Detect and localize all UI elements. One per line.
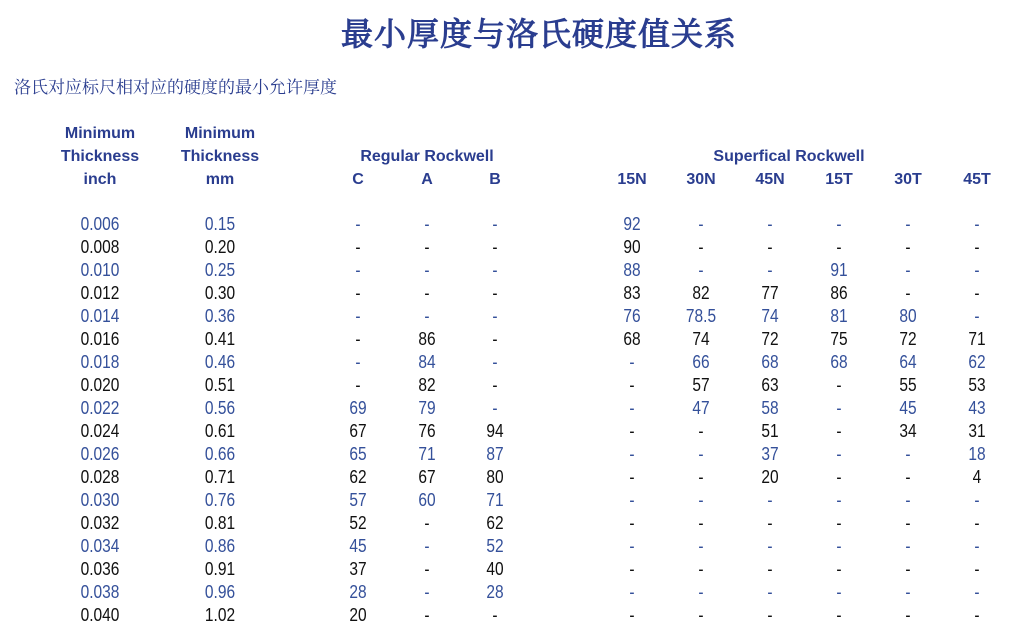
scale-header-c: C xyxy=(352,171,364,188)
cell-15n: 92 xyxy=(623,214,641,234)
cell-inch: 0.014 xyxy=(80,306,120,326)
header-mm-line-1: Minimum xyxy=(184,125,256,142)
cell-15n: - xyxy=(629,559,635,579)
cell-30n: 47 xyxy=(692,398,710,418)
cell-15t: 91 xyxy=(830,260,848,280)
cell-mm: 0.36 xyxy=(204,306,236,326)
cell-c: 65 xyxy=(349,444,367,464)
table-row xyxy=(0,581,1032,604)
cell-b: - xyxy=(492,237,498,257)
cell-b: - xyxy=(492,375,498,395)
cell-mm: 0.25 xyxy=(204,260,236,280)
cell-mm: 0.15 xyxy=(204,214,236,234)
cell-15t: - xyxy=(836,559,842,579)
cell-c: - xyxy=(355,306,361,326)
table-row xyxy=(0,236,1032,259)
cell-mm: 0.86 xyxy=(204,536,236,556)
cell-a: - xyxy=(424,237,430,257)
cell-inch: 0.030 xyxy=(80,490,120,510)
cell-45t: - xyxy=(974,260,980,280)
cell-a: - xyxy=(424,582,430,602)
cell-30n: 66 xyxy=(692,352,710,372)
cell-30n: 57 xyxy=(692,375,710,395)
cell-30t: - xyxy=(905,536,911,556)
cell-b: 62 xyxy=(486,513,504,533)
cell-a: - xyxy=(424,283,430,303)
cell-c: - xyxy=(355,237,361,257)
cell-mm: 0.61 xyxy=(204,421,236,441)
cell-mm: 0.41 xyxy=(204,329,236,349)
cell-mm: 0.76 xyxy=(204,490,236,510)
cell-45n: - xyxy=(767,490,773,510)
cell-b: 80 xyxy=(486,467,504,487)
cell-15n: 83 xyxy=(623,283,641,303)
cell-30t: - xyxy=(905,582,911,602)
cell-45t: - xyxy=(974,490,980,510)
cell-c: - xyxy=(355,352,361,372)
cell-inch: 0.040 xyxy=(80,605,120,625)
cell-b: 71 xyxy=(486,490,504,510)
cell-45t: 18 xyxy=(968,444,986,464)
cell-inch: 0.008 xyxy=(80,237,120,257)
cell-30n: 82 xyxy=(692,283,710,303)
table-row xyxy=(0,213,1032,236)
cell-15n: - xyxy=(629,421,635,441)
cell-inch: 0.012 xyxy=(80,283,120,303)
cell-mm: 0.56 xyxy=(204,398,236,418)
cell-30n: - xyxy=(698,214,704,234)
cell-15t: - xyxy=(836,398,842,418)
cell-a: - xyxy=(424,260,430,280)
cell-a: - xyxy=(424,513,430,533)
cell-30t: 45 xyxy=(899,398,917,418)
cell-15t: - xyxy=(836,237,842,257)
cell-a: 67 xyxy=(418,467,436,487)
cell-15t: - xyxy=(836,513,842,533)
cell-c: - xyxy=(355,329,361,349)
cell-inch: 0.038 xyxy=(80,582,120,602)
cell-30n: - xyxy=(698,559,704,579)
cell-45n: 37 xyxy=(761,444,779,464)
cell-mm: 0.20 xyxy=(204,237,236,257)
cell-30n: 74 xyxy=(692,329,710,349)
cell-30n: - xyxy=(698,536,704,556)
cell-b: - xyxy=(492,352,498,372)
cell-45t: - xyxy=(974,536,980,556)
page-subtitle: 洛氏对应标尺相对应的硬度的最小允许厚度 xyxy=(14,78,337,98)
cell-c: - xyxy=(355,260,361,280)
cell-15t: - xyxy=(836,214,842,234)
cell-a: - xyxy=(424,306,430,326)
cell-b: 28 xyxy=(486,582,504,602)
cell-c: 28 xyxy=(349,582,367,602)
cell-b: - xyxy=(492,605,498,625)
cell-c: 62 xyxy=(349,467,367,487)
table-row xyxy=(0,443,1032,466)
cell-c: 37 xyxy=(349,559,367,579)
cell-a: 60 xyxy=(418,490,436,510)
table-row xyxy=(0,305,1032,328)
cell-mm: 0.66 xyxy=(204,444,236,464)
cell-30t: - xyxy=(905,214,911,234)
table-row xyxy=(0,489,1032,512)
cell-mm: 0.81 xyxy=(204,513,236,533)
cell-30t: - xyxy=(905,467,911,487)
cell-c: 57 xyxy=(349,490,367,510)
header-inch-line-1: Minimum xyxy=(64,125,136,142)
cell-15n: - xyxy=(629,444,635,464)
cell-30n: - xyxy=(698,467,704,487)
cell-45n: 58 xyxy=(761,398,779,418)
cell-15t: - xyxy=(836,375,842,395)
cell-mm: 0.46 xyxy=(204,352,236,372)
cell-30t: - xyxy=(905,237,911,257)
header-superficial-rockwell: Superfical Rockwell xyxy=(713,148,865,165)
table-row xyxy=(0,328,1032,351)
table-row xyxy=(0,282,1032,305)
cell-30n: - xyxy=(698,237,704,257)
cell-mm: 1.02 xyxy=(204,605,236,625)
cell-45t: - xyxy=(974,605,980,625)
header-inch-line-3: inch xyxy=(83,171,117,188)
cell-15n: - xyxy=(629,582,635,602)
cell-45n: 77 xyxy=(761,283,779,303)
cell-15t: - xyxy=(836,467,842,487)
hardness-table xyxy=(0,213,1032,627)
cell-c: - xyxy=(355,214,361,234)
scale-header-45n: 45N xyxy=(755,171,785,188)
cell-30t: 34 xyxy=(899,421,917,441)
cell-a: 82 xyxy=(418,375,436,395)
scale-header-30n: 30N xyxy=(686,171,716,188)
header-mm xyxy=(160,122,280,191)
cell-45n: 68 xyxy=(761,352,779,372)
cell-15n: - xyxy=(629,605,635,625)
cell-30t: - xyxy=(905,444,911,464)
page-title: 最小厚度与洛氏硬度值关系 xyxy=(340,15,737,53)
cell-30t: 72 xyxy=(899,329,917,349)
cell-b: - xyxy=(492,398,498,418)
cell-45n: - xyxy=(767,536,773,556)
cell-mm: 0.51 xyxy=(204,375,236,395)
cell-inch: 0.034 xyxy=(80,536,120,556)
cell-45n: - xyxy=(767,582,773,602)
cell-15n: - xyxy=(629,490,635,510)
cell-b: - xyxy=(492,283,498,303)
cell-30n: 78.5 xyxy=(685,306,717,326)
cell-c: 45 xyxy=(349,536,367,556)
cell-a: 76 xyxy=(418,421,436,441)
cell-30n: - xyxy=(698,260,704,280)
cell-b: 52 xyxy=(486,536,504,556)
cell-a: 84 xyxy=(418,352,436,372)
cell-30n: - xyxy=(698,582,704,602)
cell-15n: 68 xyxy=(623,329,641,349)
cell-30t: - xyxy=(905,513,911,533)
cell-15n: - xyxy=(629,352,635,372)
cell-a: 86 xyxy=(418,329,436,349)
cell-c: 67 xyxy=(349,421,367,441)
cell-45t: - xyxy=(974,214,980,234)
cell-mm: 0.96 xyxy=(204,582,236,602)
cell-45t: - xyxy=(974,306,980,326)
table-row xyxy=(0,558,1032,581)
cell-45t: - xyxy=(974,283,980,303)
cell-a: - xyxy=(424,559,430,579)
header-inch-line-2: Thickness xyxy=(60,148,140,165)
cell-15n: - xyxy=(629,536,635,556)
cell-45n: - xyxy=(767,605,773,625)
table-row xyxy=(0,512,1032,535)
cell-inch: 0.036 xyxy=(80,559,120,579)
cell-c: 52 xyxy=(349,513,367,533)
cell-45n: - xyxy=(767,260,773,280)
header-regular-rockwell: Regular Rockwell xyxy=(360,148,494,165)
cell-c: 20 xyxy=(349,605,367,625)
cell-b: 87 xyxy=(486,444,504,464)
cell-b: - xyxy=(492,306,498,326)
table-row xyxy=(0,397,1032,420)
header-mm-line-2: Thickness xyxy=(180,148,260,165)
cell-b: - xyxy=(492,214,498,234)
cell-45t: - xyxy=(974,513,980,533)
cell-15n: - xyxy=(629,467,635,487)
cell-inch: 0.010 xyxy=(80,260,120,280)
cell-a: - xyxy=(424,536,430,556)
cell-45t: - xyxy=(974,559,980,579)
cell-30t: 55 xyxy=(899,375,917,395)
cell-b: 40 xyxy=(486,559,504,579)
cell-inch: 0.006 xyxy=(80,214,120,234)
cell-b: - xyxy=(492,329,498,349)
table-row xyxy=(0,259,1032,282)
cell-30t: 80 xyxy=(899,306,917,326)
cell-a: 79 xyxy=(418,398,436,418)
cell-15t: 75 xyxy=(830,329,848,349)
table-row xyxy=(0,420,1032,443)
cell-45t: - xyxy=(974,237,980,257)
cell-45n: - xyxy=(767,214,773,234)
cell-15n: 90 xyxy=(623,237,641,257)
scale-header-45t: 45T xyxy=(963,171,991,188)
cell-inch: 0.018 xyxy=(80,352,120,372)
cell-15n: - xyxy=(629,375,635,395)
header-mm-line-3: mm xyxy=(205,171,235,188)
cell-45t: - xyxy=(974,582,980,602)
cell-45n: - xyxy=(767,237,773,257)
cell-15n: 76 xyxy=(623,306,641,326)
cell-a: 71 xyxy=(418,444,436,464)
cell-30n: - xyxy=(698,421,704,441)
cell-15n: - xyxy=(629,398,635,418)
cell-45t: 53 xyxy=(968,375,986,395)
cell-30t: - xyxy=(905,260,911,280)
cell-inch: 0.028 xyxy=(80,467,120,487)
cell-30n: - xyxy=(698,490,704,510)
cell-inch: 0.026 xyxy=(80,444,120,464)
cell-45t: 71 xyxy=(968,329,986,349)
cell-15t: - xyxy=(836,444,842,464)
cell-30n: - xyxy=(698,605,704,625)
cell-mm: 0.30 xyxy=(204,283,236,303)
cell-45n: 51 xyxy=(761,421,779,441)
cell-inch: 0.032 xyxy=(80,513,120,533)
cell-mm: 0.91 xyxy=(204,559,236,579)
cell-30t: - xyxy=(905,559,911,579)
cell-15t: 86 xyxy=(830,283,848,303)
cell-45t: 43 xyxy=(968,398,986,418)
cell-15n: - xyxy=(629,513,635,533)
header-inch xyxy=(40,122,160,191)
cell-c: 69 xyxy=(349,398,367,418)
cell-30t: - xyxy=(905,490,911,510)
cell-45t: 4 xyxy=(972,467,982,487)
cell-30n: - xyxy=(698,444,704,464)
cell-15t: - xyxy=(836,582,842,602)
cell-15t: - xyxy=(836,421,842,441)
scale-header-a: A xyxy=(421,171,433,188)
cell-b: 94 xyxy=(486,421,504,441)
cell-c: - xyxy=(355,283,361,303)
scale-header-15t: 15T xyxy=(825,171,853,188)
cell-15t: - xyxy=(836,605,842,625)
scale-header-30t: 30T xyxy=(894,171,922,188)
table-row xyxy=(0,466,1032,489)
cell-45n: 20 xyxy=(761,467,779,487)
cell-15t: 81 xyxy=(830,306,848,326)
cell-30t: - xyxy=(905,283,911,303)
cell-a: - xyxy=(424,605,430,625)
cell-15t: - xyxy=(836,536,842,556)
cell-inch: 0.022 xyxy=(80,398,120,418)
scale-header-15n: 15N xyxy=(617,171,647,188)
table-row xyxy=(0,604,1032,627)
cell-45t: 62 xyxy=(968,352,986,372)
cell-45n: - xyxy=(767,513,773,533)
cell-45n: 63 xyxy=(761,375,779,395)
cell-45n: 72 xyxy=(761,329,779,349)
cell-inch: 0.020 xyxy=(80,375,120,395)
cell-15n: 88 xyxy=(623,260,641,280)
table-row xyxy=(0,374,1032,397)
cell-30n: - xyxy=(698,513,704,533)
cell-45n: 74 xyxy=(761,306,779,326)
scale-header-b: B xyxy=(489,171,501,188)
cell-15t: - xyxy=(836,490,842,510)
cell-15t: 68 xyxy=(830,352,848,372)
cell-b: - xyxy=(492,260,498,280)
cell-30t: 64 xyxy=(899,352,917,372)
cell-45n: - xyxy=(767,559,773,579)
cell-inch: 0.024 xyxy=(80,421,120,441)
table-row xyxy=(0,351,1032,374)
table-row xyxy=(0,535,1032,558)
cell-45t: 31 xyxy=(968,421,986,441)
cell-mm: 0.71 xyxy=(204,467,236,487)
cell-c: - xyxy=(355,375,361,395)
cell-30t: - xyxy=(905,605,911,625)
cell-a: - xyxy=(424,214,430,234)
cell-inch: 0.016 xyxy=(80,329,120,349)
